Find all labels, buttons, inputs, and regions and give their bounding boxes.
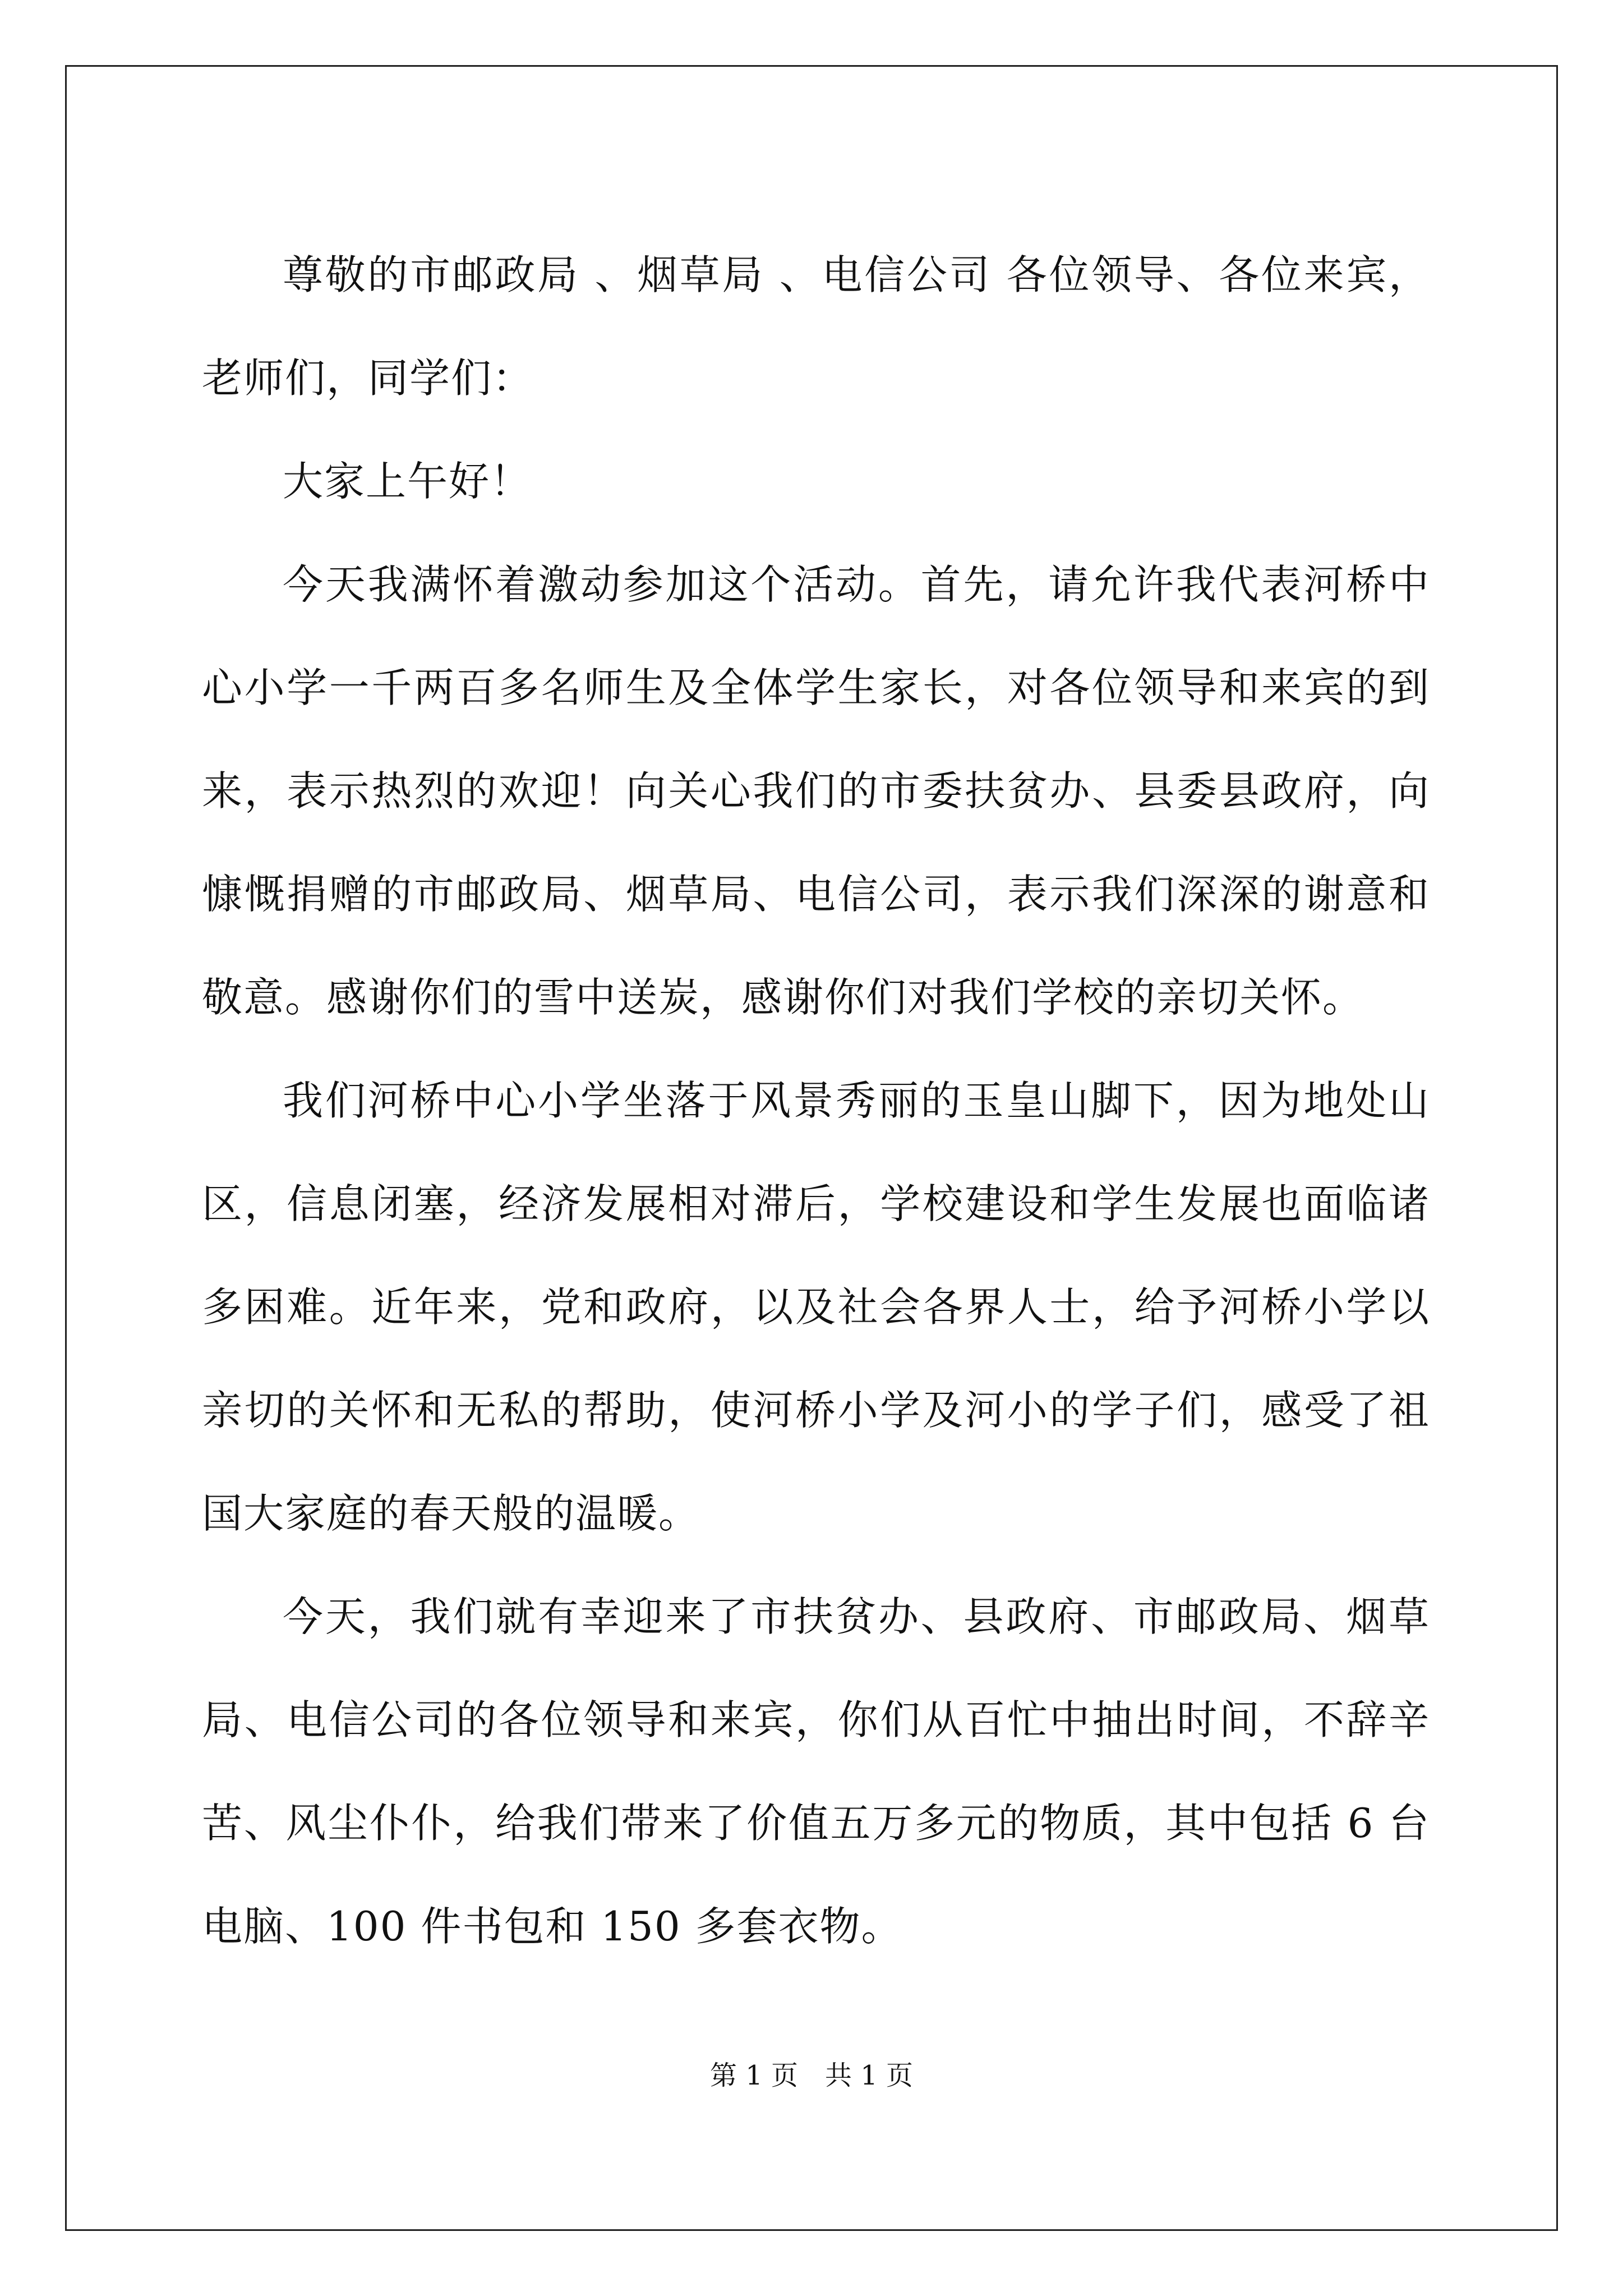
paragraph-donation: 今天，我们就有幸迎来了市扶贫办、县政府、市邮政局、烟草局、电信公司的各位领导和来宾，你们从百忙中抽出时间，不辞辛苦、风尘仆仆，给我们带来了价值五万多元的物质，其中包括 6 台电脑、100 件书包和 150 多套衣物。 bbox=[202, 1593, 1430, 1950]
paragraph-welcome: 今天我满怀着激动参加这个活动。首先，请允许我代表河桥中心小学一千两百多名师生及全体学生家长，对各位领导和来宾的到来，表示热烈的欢迎！向关心我们的市委扶贫办、县委县政府，向慷慨捐赠的市邮政局、烟草局、电信公司，表示我们深深的谢意和敬意。感谢你们的雪中送炭，感谢你们对我们学校的亲切关怀。 bbox=[202, 561, 1430, 1021]
paragraph-salutation: 尊敬的市邮政局 、烟草局 、电信公司 各位领导、各位来宾，老师们，同学们： bbox=[202, 251, 1430, 402]
page-number: 第 1 页 共 1 页 bbox=[709, 2060, 914, 2091]
paragraph-school-background: 我们河桥中心小学坐落于风景秀丽的玉皇山脚下，因为地处山区，信息闭塞，经济发展相对滞后，学校建设和学生发展也面临诸多困难。近年来，党和政府，以及社会各界人士，给予河桥小学以亲切的关怀和无私的帮助，使河桥小学及河小的学子们，感受了祖国大家庭的春天般的温暖。 bbox=[202, 1077, 1430, 1537]
page-footer bbox=[0, 2059, 1623, 2092]
document-body bbox=[202, 223, 1430, 1978]
paragraph-greeting: 大家上午好！ bbox=[283, 458, 532, 505]
